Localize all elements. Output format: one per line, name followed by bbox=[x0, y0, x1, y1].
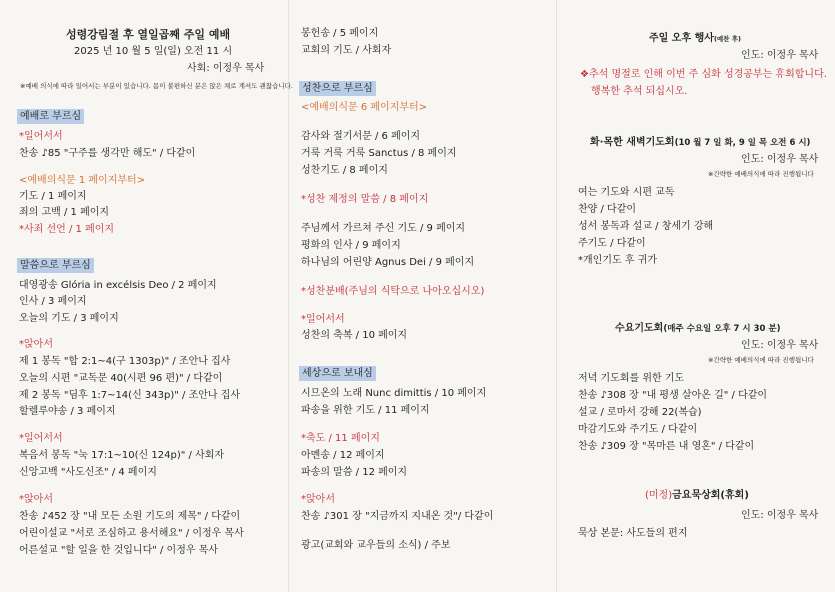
hymn-item: 찬송 ♪85 "구주를 생각만 해도" / 다같이 bbox=[19, 148, 196, 159]
event-title-suffix: (매주 수요일 오후 7 시 30 분) bbox=[663, 324, 781, 334]
list-item: 설교 / 로마서 강해 22(복습) bbox=[578, 407, 702, 418]
order-item: 오늘의 시편 "교독문 40(시편 96 편)" / 다같이 bbox=[19, 373, 223, 384]
order-item: 감사와 절기서문 / 6 페이지 bbox=[301, 131, 421, 142]
list-item: 마감기도와 주기도 / 다같이 bbox=[578, 424, 698, 435]
event-title-text: 수요기도회 bbox=[615, 323, 664, 334]
notice-line: 행복한 추석 되십시오. bbox=[591, 86, 688, 97]
rubric-stand: *일어서서 bbox=[19, 131, 63, 142]
list-item: 찬송 ♪309 장 "목마른 내 영혼" / 다같이 bbox=[578, 441, 755, 452]
list-item: 저녁 기도회를 위한 기도 bbox=[578, 373, 685, 384]
service-date: 2025 년 10 월 5 일(일) 오전 11 시 bbox=[74, 46, 233, 57]
rubric-stand: *일어서서 bbox=[301, 314, 345, 325]
order-item: 복음서 봉독 "눅 17:1~10(신 124p)" / 사회자 bbox=[19, 450, 225, 461]
order-item: *성찬 제정의 말씀 / 8 페이지 bbox=[301, 194, 429, 205]
order-item: 기도 / 1 페이지 bbox=[19, 191, 87, 202]
liturgy-reference: <예배의식문 1 페이지부터> bbox=[19, 175, 146, 186]
event-leader: 인도: 이정우 목사 bbox=[741, 340, 819, 351]
list-item: *개인기도 후 귀가 bbox=[578, 255, 657, 266]
order-item: 어른설교 "할 일을 한 것입니다" / 이정우 목사 bbox=[19, 545, 219, 556]
event-title-prefix: (미정) bbox=[645, 490, 673, 501]
order-item: 할렐루야송 / 3 페이지 bbox=[19, 406, 116, 417]
order-item: 성찬의 축복 / 10 페이지 bbox=[301, 330, 408, 341]
list-item: 묵상 본문: 사도들의 편지 bbox=[578, 528, 688, 539]
event-note: ※간략한 예배의식에 따라 진행됩니다 bbox=[708, 170, 814, 178]
notice-line: ❖추석 명절로 인해 이번 주 심화 성경공부는 휴회합니다. bbox=[580, 69, 827, 80]
order-item: 거룩 거룩 거룩 Sanctus / 8 페이지 bbox=[301, 148, 457, 159]
section-heading: 성찬으로 부르심 bbox=[299, 81, 376, 96]
rubric-sit: *앉아서 bbox=[19, 494, 53, 505]
event-title bbox=[645, 489, 749, 502]
order-item: 신앙고백 "사도신조" / 4 페이지 bbox=[19, 467, 157, 478]
order-item: 시므온의 노래 Nunc dimittis / 10 페이지 bbox=[301, 388, 487, 399]
order-item: 죄의 고백 / 1 페이지 bbox=[19, 207, 110, 218]
event-leader: 인도: 이정우 목사 bbox=[741, 154, 819, 165]
service-title: 성령강림절 후 열일곱째 주일 예배 bbox=[66, 28, 231, 41]
rubric-sit: *앉아서 bbox=[301, 494, 335, 505]
list-item: 성서 봉독과 설교 / 창세기 강해 bbox=[578, 221, 714, 232]
event-title-text: 주일 오후 행사 bbox=[649, 33, 714, 44]
rubric-sit: *앉아서 bbox=[19, 339, 53, 350]
event-title-suffix: (10 월 7 일 화, 9 일 목 오전 6 시) bbox=[674, 138, 811, 148]
event-title bbox=[615, 322, 780, 336]
section-heading: 예배로 부르심 bbox=[17, 109, 84, 124]
order-item: 하나님의 어린양 Agnus Dei / 9 페이지 bbox=[301, 257, 475, 268]
order-item: 파송을 위한 기도 / 11 페이지 bbox=[301, 405, 430, 416]
event-title bbox=[649, 32, 741, 46]
section-heading: 말씀으로 부르심 bbox=[17, 258, 94, 273]
list-item: 찬양 / 다같이 bbox=[578, 204, 637, 215]
order-item: 대영광송 Glória in excélsis Deo / 2 페이지 bbox=[19, 280, 217, 291]
order-item: 어린이설교 "서로 조심하고 용서해요" / 이정우 목사 bbox=[19, 528, 244, 539]
order-item: 오늘의 기도 / 3 페이지 bbox=[19, 313, 119, 324]
event-title-suffix: (예찬 후) bbox=[713, 35, 741, 43]
order-item: 광고(교회와 교우들의 소식) / 주보 bbox=[301, 540, 451, 551]
officiant: 사회: 이정우 목사 bbox=[187, 63, 265, 74]
event-title bbox=[590, 136, 810, 150]
hymn-item: 찬송 ♪301 장 "지금까지 지내온 것"/ 다같이 bbox=[301, 511, 494, 522]
event-leader: 인도: 이정우 목사 bbox=[741, 510, 819, 521]
event-title-text: 금요묵상회(휴회) bbox=[672, 490, 749, 501]
rubric-stand: *일어서서 bbox=[19, 433, 63, 444]
order-item: 교회의 기도 / 사회자 bbox=[301, 45, 392, 56]
event-leader: 인도: 이정우 목사 bbox=[741, 50, 819, 61]
order-item: 평화의 인사 / 9 페이지 bbox=[301, 240, 401, 251]
order-item: 제 2 봉독 "딤후 1:7~14(신 343p)" / 조안나 집사 bbox=[19, 390, 241, 401]
order-item: 주님께서 가르쳐 주신 기도 / 9 페이지 bbox=[301, 223, 466, 234]
order-item: 파송의 말씀 / 12 페이지 bbox=[301, 467, 408, 478]
order-item: *축도 / 11 페이지 bbox=[301, 433, 380, 444]
event-note: ※간략한 예배의식에 따라 진행됩니다 bbox=[708, 356, 814, 364]
order-item: 인사 / 3 페이지 bbox=[19, 296, 87, 307]
worship-note: ※예배 의식에 따라 일어서는 부분이 있습니다. 몸이 불편하신 분은 앉은 채로 계셔도 괜찮습니다. bbox=[20, 82, 293, 90]
list-item: 여는 기도와 시편 교독 bbox=[578, 187, 675, 198]
event-title-text: 화·목한 새벽기도회 bbox=[590, 137, 675, 148]
order-item: 제 1 봉독 "합 2:1~4(구 1303p)" / 조안나 집사 bbox=[19, 356, 231, 367]
list-item: 찬송 ♪308 장 "내 평생 살아온 길" / 다같이 bbox=[578, 390, 768, 401]
fold-line bbox=[556, 0, 557, 592]
order-item: 봉헌송 / 5 페이지 bbox=[301, 28, 379, 39]
order-item: 아멘송 / 12 페이지 bbox=[301, 450, 385, 461]
order-item: *사죄 선언 / 1 페이지 bbox=[19, 224, 115, 235]
order-item: 성찬기도 / 8 페이지 bbox=[301, 165, 388, 176]
liturgy-reference: <예배의식문 6 페이지부터> bbox=[301, 102, 428, 113]
hymn-item: 찬송 ♪452 장 "내 모든 소원 기도의 제목" / 다같이 bbox=[19, 511, 241, 522]
list-item: 주기도 / 다같이 bbox=[578, 238, 646, 249]
order-item: *성찬분배(주님의 식탁으로 나아오십시오) bbox=[301, 286, 485, 297]
section-heading: 세상으로 보내심 bbox=[299, 366, 376, 381]
